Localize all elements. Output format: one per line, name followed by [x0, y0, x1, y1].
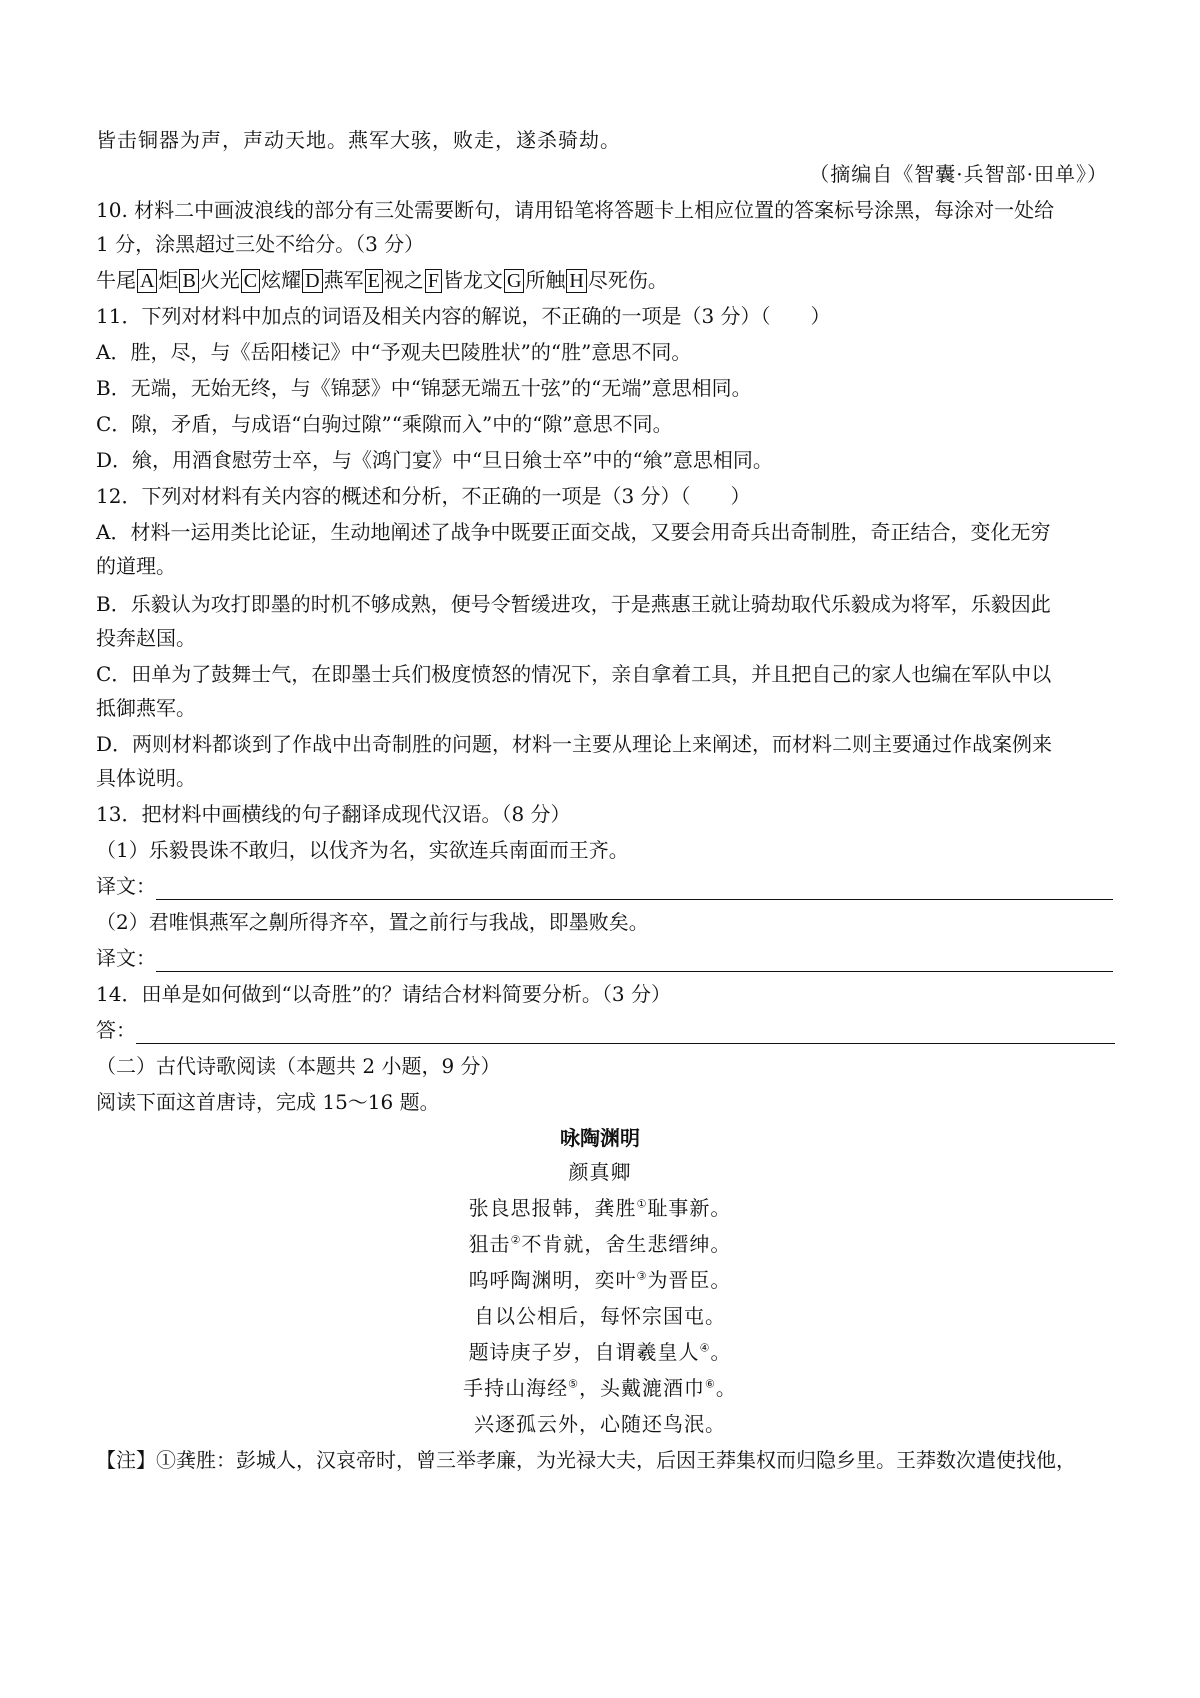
- break-option-e[interactable]: E: [365, 269, 383, 293]
- poem-text: 呜呼陶渊明，奕叶: [468, 1268, 637, 1292]
- q12-option-a-cont[interactable]: 的道理。: [96, 554, 176, 578]
- q14-answer-row: [96, 1016, 1110, 1044]
- q12-option-d[interactable]: D．两则材料都谈到了作战中出奇制胜的问题，材料一主要从理论上来阐述，而材料二则主要通过作战案例来: [96, 732, 1053, 756]
- footnote-marker: ①: [636, 1197, 648, 1211]
- segment-text: 尽死伤。: [587, 268, 668, 292]
- q13-sentence-2: （2）君唯惧燕军之劓所得齐卒，置之前行与我战，即墨败矣。: [96, 910, 649, 934]
- source-citation: （摘编自《智囊·兵智部·田单》）: [809, 162, 1108, 186]
- material-tail: 皆击铜器为声，声动天地。燕军大骇，败走，遂杀骑劫。: [96, 128, 621, 152]
- poem-line: [0, 1266, 1200, 1294]
- translation-label: 译文：: [96, 946, 156, 970]
- q12-option-c-cont[interactable]: 抵御燕军。: [96, 696, 196, 720]
- poem-text: 狙击: [468, 1232, 511, 1256]
- q12-option-c[interactable]: C．田单为了鼓舞士气，在即墨士兵们极度愤怒的情况下，亲自拿着工具，并且把自己的家人也编在军队中以: [96, 662, 1052, 686]
- q11-option-d[interactable]: D．飨，用酒食慰劳士卒，与《鸿门宴》中“旦日飨士卒”中的“飨”意思相同。: [96, 448, 773, 472]
- break-option-f[interactable]: F: [425, 269, 442, 293]
- poem-line: [0, 1410, 1200, 1438]
- q10-line1: 10. 材料二中画波浪线的部分有三处需要断句，请用铅笔将答题卡上相应位置的答案标号涂黑，每涂对一处给: [96, 198, 1055, 222]
- poem-text: 耻事新。: [647, 1196, 732, 1220]
- break-option-g[interactable]: G: [504, 269, 524, 293]
- section-intro: 阅读下面这首唐诗，完成 15～16 题。: [96, 1090, 440, 1114]
- poem-text: 题诗庚子岁，自谓羲皇人: [468, 1340, 700, 1364]
- translation-answer-line-1[interactable]: [156, 877, 1113, 900]
- q12-option-b[interactable]: B．乐毅认为攻打即墨的时机不够成熟，便号令暂缓进攻，于是燕惠王就让骑劫取代乐毅成为将军，乐毅因此: [96, 592, 1051, 616]
- poem-line: [0, 1194, 1200, 1222]
- poem-text: 不肯就，舍生悲缙绅。: [521, 1232, 732, 1256]
- poem-line: [0, 1374, 1200, 1402]
- footnote-marker: ④: [699, 1341, 711, 1355]
- segment-text: 火光: [199, 268, 240, 292]
- poem-line: [0, 1338, 1200, 1366]
- q11-option-c[interactable]: C．隙，矛盾，与成语“白驹过隙”“乘隙而入”中的“隙”意思不同。: [96, 412, 673, 436]
- poem-text: 为晋臣。: [647, 1268, 732, 1292]
- q12-stem: 12．下列对材料有关内容的概述和分析，不正确的一项是（3 分）（ ）: [96, 484, 751, 508]
- q11-option-b[interactable]: B．无端，无始无终，与《锦瑟》中“锦瑟无端五十弦”的“无端”意思相同。: [96, 376, 752, 400]
- poem-text: 。: [710, 1340, 732, 1364]
- poem-text: 手持山海经: [463, 1376, 569, 1400]
- segment-text: 炫耀: [261, 268, 302, 292]
- poem-title: 咏陶渊明: [560, 1126, 640, 1150]
- segment-text: 视之: [383, 268, 424, 292]
- break-option-d[interactable]: D: [302, 269, 322, 293]
- q10-segments: [96, 266, 1110, 294]
- q14-stem: 14．田单是如何做到“以奇胜”的？请结合材料简要分析。（3 分）: [96, 982, 671, 1006]
- segment-text: 所触: [525, 268, 566, 292]
- q13-sentence-1: （1）乐毅畏诛不敢归，以伐齐为名，实欲连兵南面而王齐。: [96, 838, 629, 862]
- break-option-c[interactable]: C: [241, 269, 260, 293]
- poem-note: 【注】①龚胜：彭城人，汉哀帝时，曾三举孝廉，为光禄大夫，后因王莽集权而归隐乡里。王莽数次遣使找他，: [96, 1448, 1076, 1472]
- q10-line2: 1 分，涂黑超过三处不给分。（3 分）: [96, 232, 425, 256]
- q13-answer-row-1: [96, 872, 1110, 900]
- segment-text: 燕军: [323, 268, 364, 292]
- poem-line: [0, 1230, 1200, 1258]
- answer-label: 答：: [96, 1018, 136, 1042]
- segment-text: 牛尾: [96, 268, 136, 292]
- q11-stem: 11．下列对材料中加点的词语及相关内容的解说，不正确的一项是（3 分）（ ）: [96, 304, 831, 328]
- footnote-marker: ⑤: [568, 1377, 579, 1391]
- break-option-a[interactable]: A: [137, 269, 157, 293]
- q14-answer-line[interactable]: [136, 1021, 1115, 1044]
- poem-text: ，头戴漉酒巾: [579, 1376, 705, 1400]
- translation-answer-line-2[interactable]: [156, 949, 1113, 972]
- poem-author: 颜真卿: [568, 1160, 632, 1184]
- poem-line: [0, 1302, 1200, 1330]
- q12-option-a[interactable]: A．材料一运用类比论证，生动地阐述了战争中既要正面交战，又要会用奇兵出奇制胜，奇正结合，变化无穷: [96, 520, 1051, 544]
- poem-text: 张良思报韩，龚胜: [468, 1196, 637, 1220]
- poem-text: 自以公相后，每怀宗国屯。: [474, 1304, 726, 1328]
- q12-option-b-cont[interactable]: 投奔赵国。: [96, 626, 196, 650]
- segment-text: 皆龙文: [442, 268, 503, 292]
- q12-option-d-cont[interactable]: 具体说明。: [96, 766, 196, 790]
- q11-option-a[interactable]: A．胜，尽，与《岳阳楼记》中“予观夫巴陵胜状”的“胜”意思不同。: [96, 340, 692, 364]
- poem-text: 兴逐孤云外，心随还鸟泯。: [474, 1412, 726, 1436]
- footnote-marker: ②: [510, 1233, 522, 1247]
- break-option-b[interactable]: B: [179, 269, 198, 293]
- segment-text: 炬: [158, 268, 179, 292]
- q13-stem: 13．把材料中画横线的句子翻译成现代汉语。（8 分）: [96, 802, 571, 826]
- footnote-marker: ③: [636, 1269, 648, 1283]
- section-heading: （二）古代诗歌阅读（本题共 2 小题，9 分）: [96, 1054, 501, 1078]
- poem-text: 。: [715, 1376, 737, 1400]
- break-option-h[interactable]: H: [566, 269, 586, 293]
- q13-answer-row-2: [96, 944, 1110, 972]
- translation-label: 译文：: [96, 874, 156, 898]
- footnote-marker: ⑥: [705, 1377, 716, 1391]
